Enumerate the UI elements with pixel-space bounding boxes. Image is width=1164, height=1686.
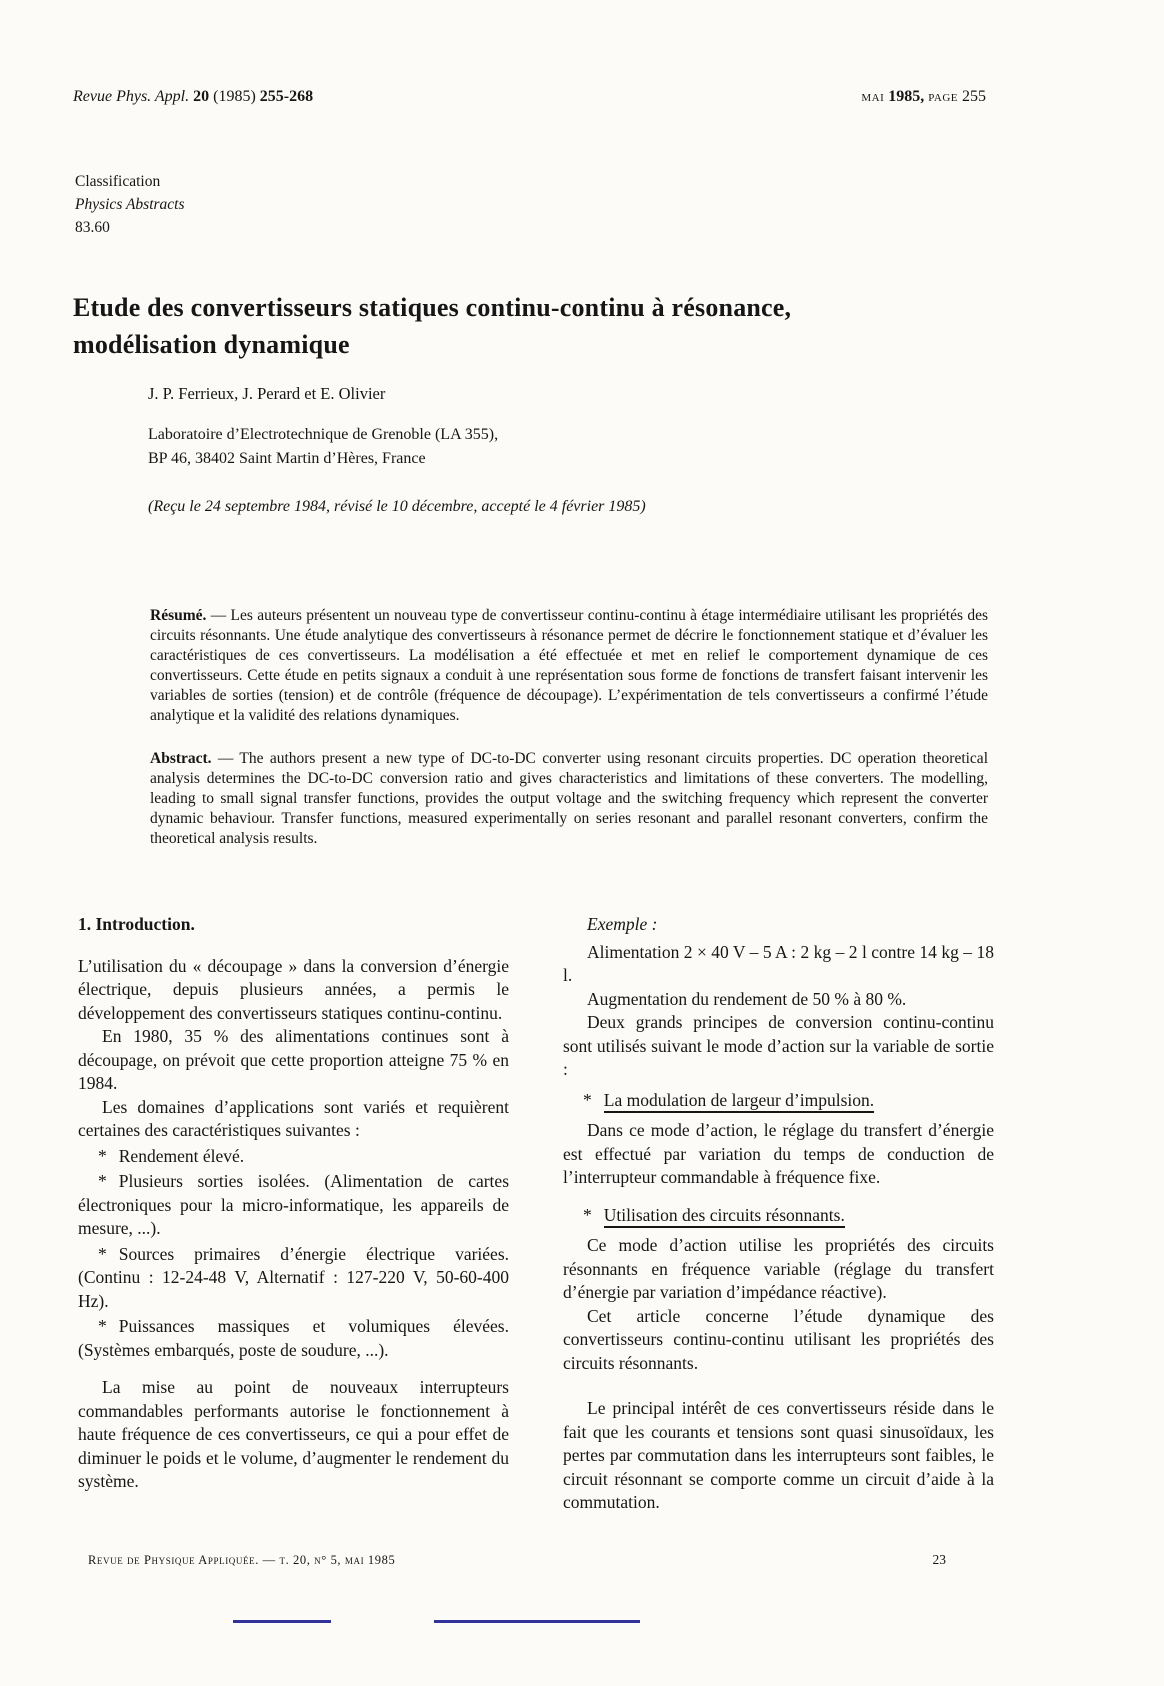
bullet-star: *: [98, 1145, 107, 1166]
body-columns: [78, 913, 1164, 1515]
classification-block: [75, 170, 1164, 239]
section-heading-introduction: 1. Introduction.: [78, 914, 195, 934]
underlined-bullet-item: [563, 1089, 994, 1113]
example-heading: Exemple :: [587, 914, 658, 934]
issue-reference: [861, 88, 986, 106]
journal-reference: [73, 88, 313, 106]
underlined-bullet-item: [563, 1204, 994, 1228]
authors: J. P. Ferrieux, J. Perard et E. Olivier: [148, 384, 386, 403]
journal-year: (1985): [213, 88, 256, 105]
classification-label: Classification: [75, 173, 161, 190]
right-paragraph: Dans ce mode d’action, le réglage du transfert d’énergie est effectué par variation du temps de conduction de l’interrupteur commandable à fréquence fixe.: [563, 1120, 994, 1187]
left-paragraph: En 1980, 35 % des alimentations continues sont à découpage, on prévoit que cette proportion atteigne 75 % en 1984.: [78, 1026, 509, 1093]
affiliation-line1: Laboratoire d’Electrotechnique de Grenoble (LA 355),: [148, 426, 499, 443]
received-dates: (Reçu le 24 septembre 1984, révisé le 10 décembre, accepté le 4 février 1985): [148, 498, 646, 515]
abstract-paragraph: [150, 749, 988, 849]
left-paragraph: La mise au point de nouveaux interrupteurs commandables performants autorise le fonctionnement à haute fréquence de ces convertisseurs, ce qui a pour effet de diminuer le poids et le volume, d’augmenter le rendement du système.: [78, 1377, 509, 1491]
bullet-item: [78, 1145, 509, 1169]
bullet-item: [78, 1315, 509, 1362]
bullet-star: *: [583, 1204, 592, 1225]
left-paragraph: L’utilisation du « découpage » dans la conversion d’énergie électrique, depuis plusieurs années, a permis le développement des convertisseurs statiques continu-continu.: [78, 955, 509, 1023]
journal-volume: 20: [193, 88, 210, 105]
issue-month: mai: [861, 88, 885, 105]
page-footer: [88, 1552, 946, 1568]
article-title-line2: modélisation dynamique: [73, 330, 350, 359]
classification-scheme: Physics Abstracts: [75, 196, 185, 213]
bullet-text: Puissances massiques et volumiques élevées. (Systèmes embarqués, poste de soudure, ...).: [78, 1316, 509, 1360]
bullet-star: *: [98, 1316, 107, 1336]
abstract-text: — The authors present a new type of DC-to-DC converter using resonant circuits properties. DC operation theoretical analysis determines the DC-to-DC conversion ratio and gives characteristics and limitations of these converters. The modelling, leading to small signal transfer functions, provides the output voltage and the switching frequency which represent the converter dynamic behaviour. Transfer functions, measured experimentally on series resonant and parallel resonant converters, confirm the theoretical analysis results.: [150, 750, 988, 847]
page-header: [73, 0, 986, 106]
right-paragraph: Augmentation du rendement de 50 % à 80 %.: [587, 988, 907, 1009]
right-paragraph: Ce mode d’action utilise les propriétés des circuits résonnants en fréquence variable (réglage du transfert d’énergie par variation d’impédance réactive).: [563, 1235, 994, 1302]
bullet-item: [78, 1243, 509, 1314]
left-paragraph: Les domaines d’applications sont variés et requièrent certaines des caractéristiques suivantes :: [78, 1096, 509, 1140]
affiliation: [148, 423, 1164, 471]
right-paragraph: Le principal intérêt de ces convertisseurs réside dans le fait que les courants et tensions sont quasi sinusoïdaux, les pertes par commutation dans les interrupteurs sont faibles, le circuit résonnant se comporte comme un circuit d’aide à la commutation.: [563, 1398, 994, 1512]
right-paragraph: Deux grands principes de conversion continu-continu sont utilisés suivant le mode d’action sur la variable de sortie :: [563, 1012, 994, 1079]
scan-artifact-line: [233, 1620, 331, 1623]
issue-year: 1985,: [888, 88, 925, 105]
left-column: [78, 913, 509, 1515]
journal-pages: 255-268: [259, 88, 314, 105]
right-column: [563, 913, 994, 1515]
article-title-line1: Etude des convertisseurs statiques continu-continu à résonance,: [73, 293, 792, 322]
resume-text: — Les auteurs présentent un nouveau type de convertisseur continu-continu à étage intermédiaire utilisant les propriétés des circuits résonnants. Une étude analytique des convertisseurs à résonance permet de décrire le fonctionnement statique et d’évaluer les caractéristiques de ces convertisseurs. La modélisation a été effectuée et met en relief le comportement dynamique de ces convertisseurs. Cette étude en petits signaux a conduit à une représentation sous forme de fonctions de transfert faisant intervenir les variables de sorties (tension) et de contrôle (fréquence de découpage). L’expérimentation de tels convertisseurs a confirmé l’étude analytique et la validité des relations dynamiques.: [150, 607, 988, 724]
journal-name: Revue Phys. Appl.: [73, 88, 190, 105]
issue-page-number: 255: [962, 88, 986, 105]
bullet-text-underlined: La modulation de largeur d’impulsion.: [604, 1090, 874, 1113]
footer-page-number: 23: [932, 1552, 946, 1567]
footer-journal-line: Revue de Physique Appliquée. — t. 20, n° 5, mai 1985: [88, 1553, 396, 1567]
issue-page-label: page: [928, 88, 958, 105]
abstract-label: Abstract.: [150, 750, 212, 767]
resume-paragraph: [150, 606, 988, 726]
affiliation-line2: BP 46, 38402 Saint Martin d’Hères, France: [148, 450, 426, 467]
bullet-text: Rendement élevé.: [118, 1145, 245, 1166]
bullet-text-underlined: Utilisation des circuits résonnants.: [604, 1205, 845, 1228]
right-paragraph: Alimentation 2 × 40 V – 5 A : 2 kg – 2 l contre 14 kg – 18 l.: [563, 941, 994, 985]
classification-code: 83.60: [75, 219, 110, 236]
bullet-star: *: [583, 1089, 592, 1110]
resume-label: Résumé.: [150, 607, 207, 624]
bullet-text: Sources primaires d’énergie électrique variées. (Continu : 12-24-48 V, Alternatif : 127-220 V, 50-60-400 Hz).: [78, 1243, 509, 1311]
article-title: [73, 289, 1164, 363]
bullet-item: [78, 1170, 509, 1241]
right-paragraph: Cet article concerne l’étude dynamique des convertisseurs continu-continu utilisant les propriétés des circuits résonnants.: [563, 1305, 994, 1373]
scan-artifact-line: [434, 1620, 640, 1623]
bullet-star: *: [98, 1243, 107, 1264]
bullet-star: *: [98, 1171, 107, 1191]
bullet-text: Plusieurs sorties isolées. (Alimentation de cartes électroniques pour la micro-informatique, les appareils de mesure, ...).: [78, 1171, 509, 1238]
